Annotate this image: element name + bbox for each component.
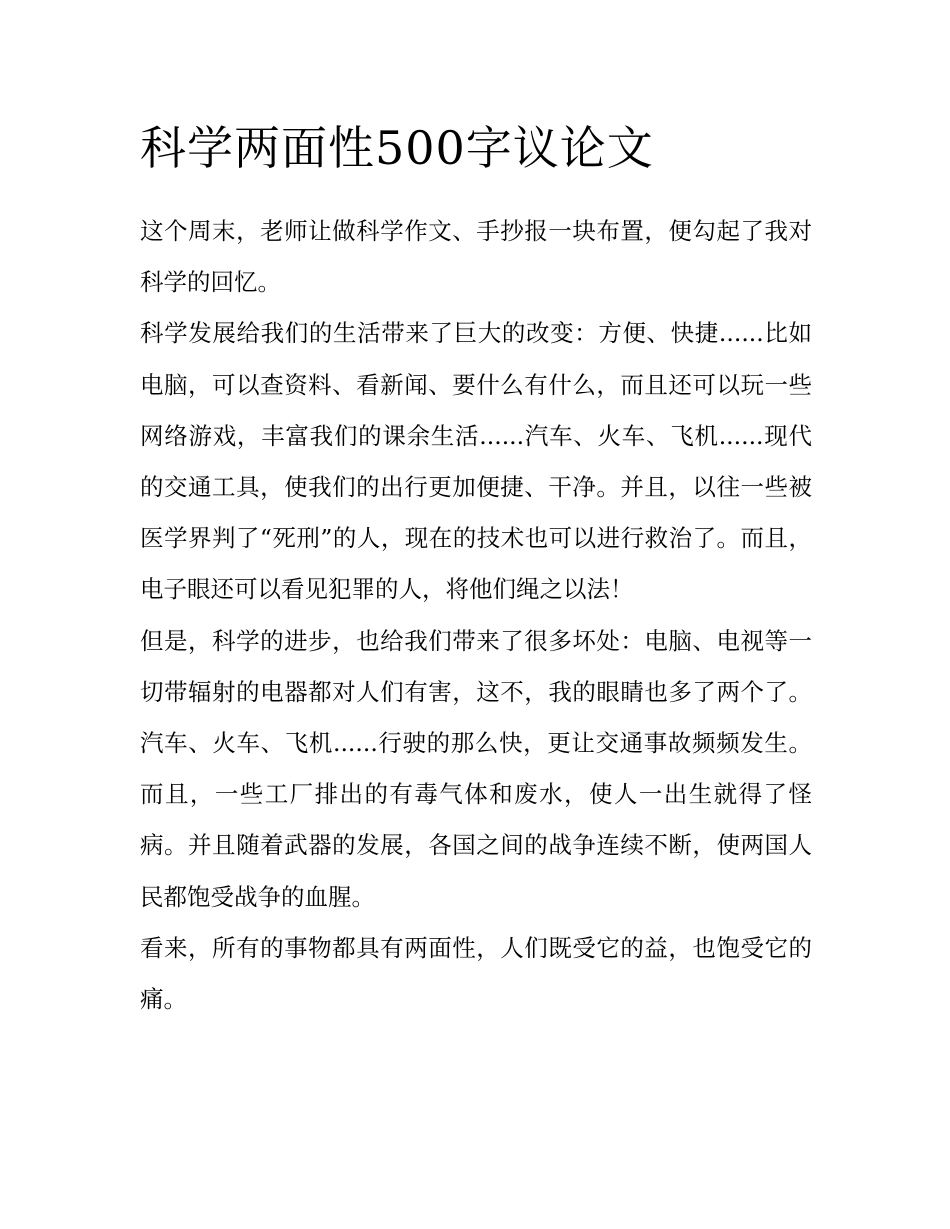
- paragraph-intro: 这个周末，老师让做科学作文、手抄报一块布置，便勾起了我对科学的回忆。: [140, 217, 812, 297]
- document-body: [140, 112, 812, 1025]
- paragraph-benefits: 科学发展给我们的生活带来了巨大的改变：方便、快捷......比如电脑，可以查资料、看新闻、要什么有什么，而且还可以玩一些网络游戏，丰富我们的课余生活......汽车、火车、飞机......现代的交通工具，使我们的出行更加便捷、干净。并且，以往一些被医学界判了“死刑”的人，现在的技术也可以进行救治了。而且，电子眼还可以看见犯罪的人，将他们绳之以法！: [140, 319, 812, 604]
- document-title: 科学两面性500字议论文: [140, 121, 654, 175]
- paragraph-harms: 但是，科学的进步，也给我们带来了很多坏处：电脑、电视等一切带辐射的电器都对人们有害，这不，我的眼睛也多了两个了。汽车、火车、飞机......行驶的那么快，更让交通事故频频发生。而且，一些工厂排出的有毒气体和废水，使人一出生就得了怪病。并且随着武器的发展，各国之间的战争连续不断，使两国人民都饱受战争的血腥。: [140, 626, 812, 911]
- paragraph-conclusion: 看来，所有的事物都具有两面性，人们既受它的益，也饱受它的痛。: [140, 933, 812, 1014]
